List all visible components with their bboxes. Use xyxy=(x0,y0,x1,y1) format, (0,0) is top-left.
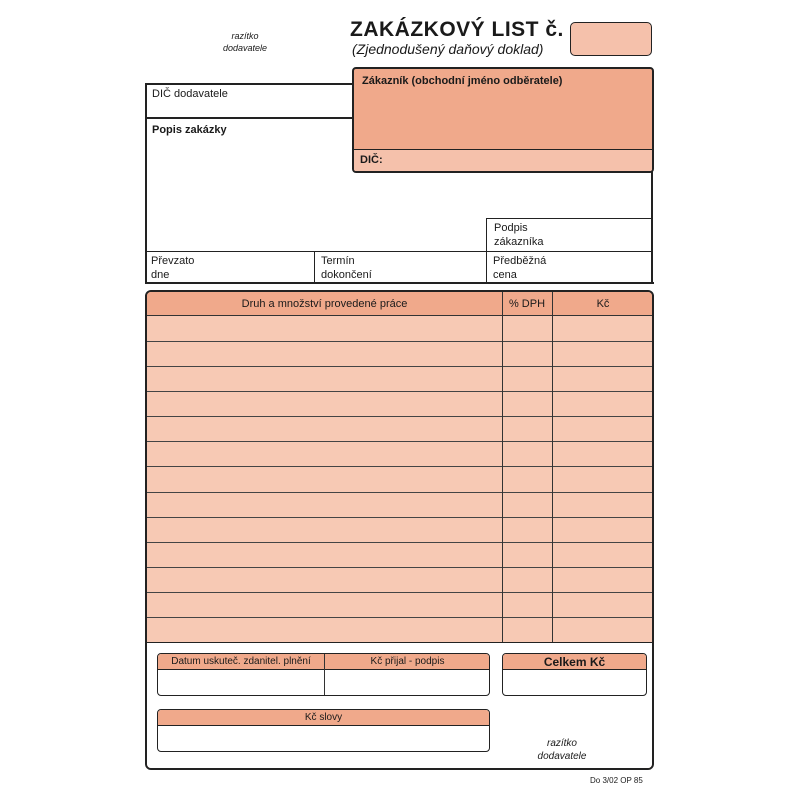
total-label: Celkem Kč xyxy=(503,654,646,670)
completion-date-line: dokončení xyxy=(321,268,372,281)
table-row[interactable] xyxy=(147,366,652,367)
column-divider-vat xyxy=(502,292,503,642)
order-description-label: Popis zakázky xyxy=(152,124,227,136)
info-row-top xyxy=(145,251,652,252)
customer-signature-label xyxy=(494,222,544,250)
table-row[interactable] xyxy=(147,592,652,593)
table-row[interactable] xyxy=(147,567,652,568)
completion-date-line: Termín xyxy=(321,255,355,267)
stamp-label-line: dodavatele xyxy=(222,42,268,53)
form-border-right xyxy=(651,170,653,284)
dic-supplier-label: DIČ dodavatele xyxy=(152,88,228,100)
table-row[interactable] xyxy=(147,492,652,493)
table-footer xyxy=(147,642,652,768)
date-label: Datum uskuteč. zdanitel. plnění xyxy=(171,656,311,667)
form-code: Do 3/02 OP 85 xyxy=(590,776,643,785)
table-row[interactable] xyxy=(147,441,652,442)
customer-dic-row[interactable] xyxy=(354,149,652,171)
form-number-field[interactable] xyxy=(570,22,652,56)
stamp-label-line: dodavatele xyxy=(537,751,587,762)
estimated-price-line: Předběžná xyxy=(493,255,547,267)
signature-label-line: Podpis xyxy=(494,222,528,234)
customer-dic-label: DIČ: xyxy=(360,154,383,166)
taken-over-label xyxy=(151,255,194,283)
form-title: ZAKÁZKOVÝ LIST č. xyxy=(350,18,564,41)
completion-date-label xyxy=(321,255,372,283)
column-header-vat: % DPH xyxy=(508,298,546,310)
work-table xyxy=(145,290,654,770)
taken-over-line: dne xyxy=(151,268,170,281)
signature-box-top xyxy=(486,218,652,219)
received-label: Kč přijal - podpis xyxy=(370,656,445,667)
form-border-left xyxy=(145,83,147,284)
column-divider-czk xyxy=(552,292,553,642)
table-row[interactable] xyxy=(147,466,652,467)
dic-divider xyxy=(145,117,355,119)
stamp-label-line: razítko xyxy=(546,738,577,749)
table-row[interactable] xyxy=(147,542,652,543)
date-received-divider xyxy=(324,654,325,696)
column-header-work: Druh a množství provedené práce xyxy=(241,298,408,310)
amount-in-words-label: Kč slovy xyxy=(158,710,489,726)
table-row[interactable] xyxy=(147,617,652,618)
table-row[interactable] xyxy=(147,416,652,417)
estimated-price-line: cena xyxy=(493,268,517,281)
table-row[interactable] xyxy=(147,517,652,518)
table-header xyxy=(147,292,652,316)
form-border-bottom xyxy=(145,282,654,284)
stamp-label-line: razítko xyxy=(231,31,259,41)
table-row[interactable] xyxy=(147,391,652,392)
form-border-top xyxy=(145,83,355,85)
date-received-box[interactable] xyxy=(157,653,490,696)
table-row[interactable] xyxy=(147,341,652,342)
column-header-czk: Kč xyxy=(596,298,610,310)
stamp-label-bottom xyxy=(527,737,597,763)
info-divider-1 xyxy=(314,251,315,284)
customer-box[interactable] xyxy=(352,67,654,173)
signature-label-line: zákazníka xyxy=(494,235,544,248)
stamp-label-top xyxy=(215,31,275,54)
form-subtitle: (Zjednodušený daňový doklad) xyxy=(352,41,544,57)
customer-label: Zákazník (obchodní jméno odběratele) xyxy=(362,75,563,87)
total-box[interactable] xyxy=(502,653,647,696)
estimated-price-label xyxy=(493,255,546,283)
amount-in-words-box[interactable] xyxy=(157,709,490,752)
taken-over-line: Převzato xyxy=(151,255,195,267)
